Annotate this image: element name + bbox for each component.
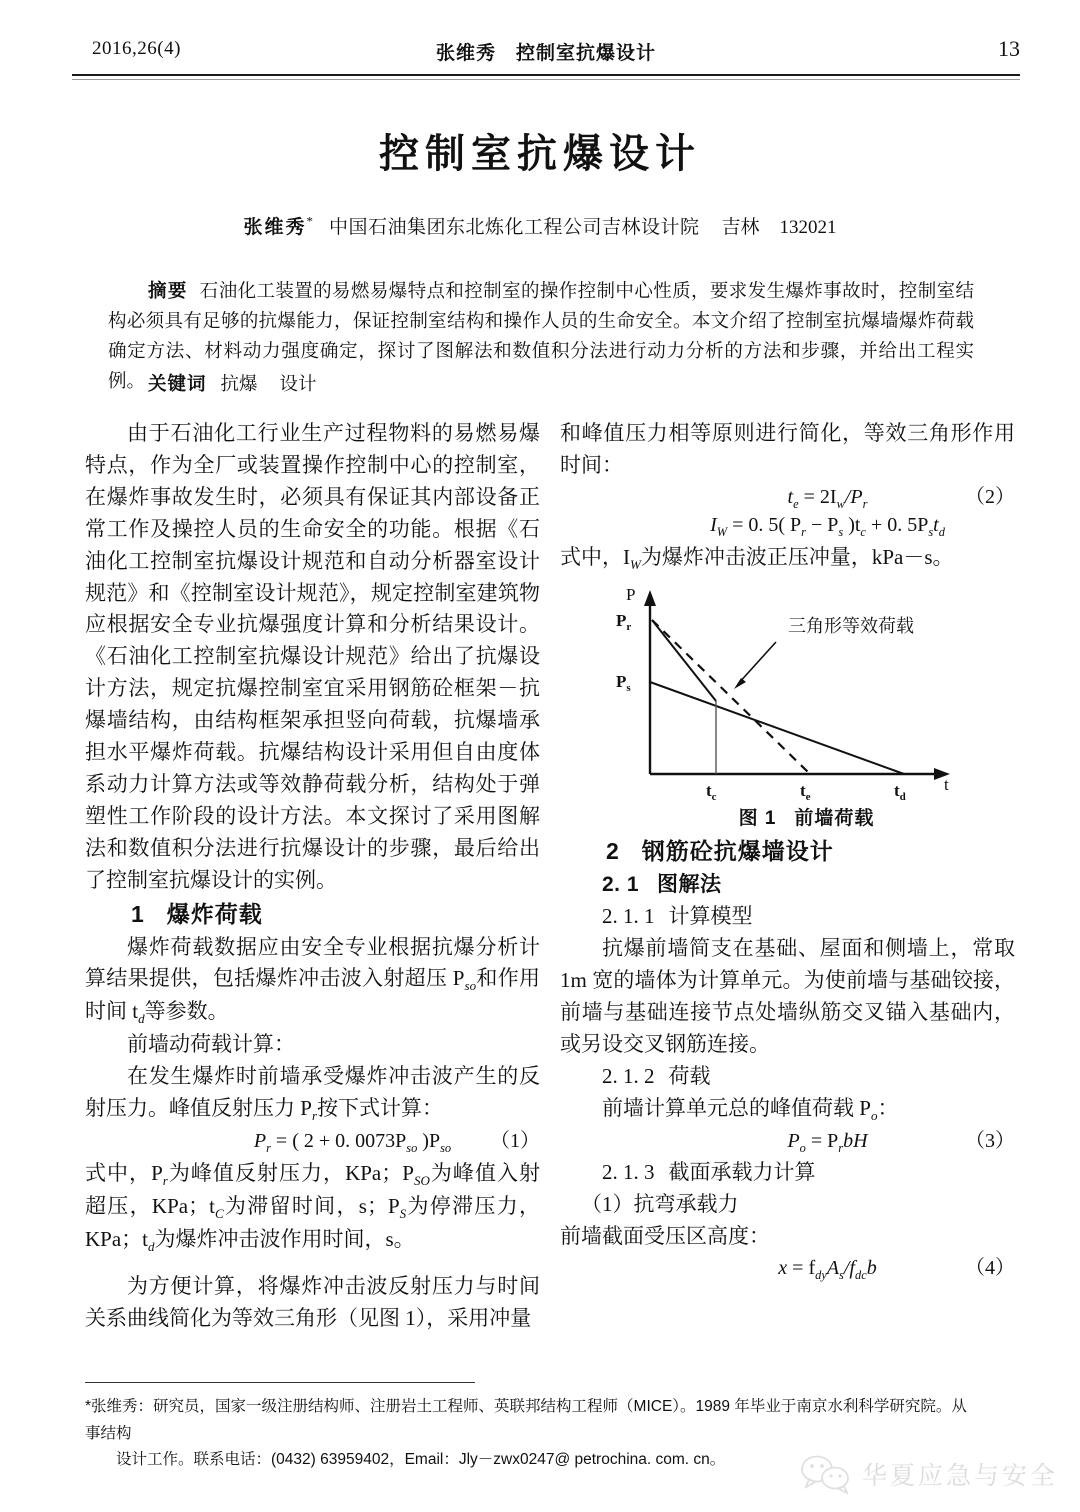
heading-number-212: 2. 1. 2 — [602, 1063, 655, 1088]
eq2b-s1: r — [801, 524, 806, 539]
left-p5-s5: C — [214, 1206, 224, 1222]
heading-section-capacity — [560, 1157, 1015, 1189]
left-p5-t2: 为峰值反射压力，KPa；P — [167, 1161, 414, 1186]
keyword-item-2: 设计 — [279, 373, 317, 394]
eq2b-mid4: t — [933, 513, 939, 536]
heading-number: 1 — [131, 900, 145, 927]
left-p5-t8: 为停滞压力，KPa；t — [85, 1193, 541, 1251]
left-p5-s3: SO — [413, 1173, 430, 1189]
right-paragraph-5: （1）抗弯承载力 — [581, 1192, 739, 1217]
figure-caption-number: 图 1 — [738, 808, 777, 830]
left-p4-b: 按下式计算： — [317, 1096, 444, 1121]
equation-2-tag: （2） — [965, 485, 1015, 508]
left-paragraph-6: 为方便计算，将爆炸冲击波反射压力与时间关系曲线简化为等效三角形（见图 1），采用冲量 — [85, 1273, 540, 1330]
stagnation-pressure-line — [650, 682, 904, 774]
eq2b-mid2: )t — [843, 513, 861, 536]
right-paragraph-1: 和峰值压力相等原则进行简化，等效三角形作用时间： — [560, 421, 1015, 477]
left-paragraph-3: 前墙动荷载计算： — [127, 1032, 295, 1057]
heading-number-213: 2. 1. 3 — [602, 1160, 655, 1185]
eq4-s1: dy — [815, 1268, 827, 1283]
running-head — [72, 38, 1020, 72]
eq2b-s3: c — [860, 524, 866, 539]
figure-annotation: 三角形等效荷载 — [787, 616, 914, 637]
eq4-s3: dc — [855, 1268, 867, 1283]
y-axis-arrow — [644, 590, 656, 606]
eq2-lhs-sub: e — [793, 496, 799, 511]
heading-text-211: 计算模型 — [668, 904, 753, 929]
header-rule — [72, 74, 1020, 76]
eq4-s2: s — [839, 1268, 844, 1283]
right-p4-s1: o — [870, 1107, 878, 1123]
heading-blast-wall-design — [560, 834, 1015, 869]
heading-load — [560, 1061, 1015, 1093]
annotation-leader — [738, 642, 776, 684]
left-paragraph-2 — [85, 932, 540, 1030]
left-p4-sub: r — [311, 1108, 318, 1124]
right-paragraph-3: 抗爆前墙简支在基础、屋面和侧墙上，常取 1m 宽的墙体为计算单元。为使前墙与基础铰接，前墙与基础连接节点处墙纵筋交叉锚入基础内，或另设交叉钢筋连接。 — [560, 936, 1015, 1056]
figure-1 — [560, 584, 1015, 804]
left-p5-t0: 式中，P — [85, 1161, 163, 1186]
heading-text: 爆炸荷载 — [166, 900, 263, 927]
eq2b-rhs: = 0. 5( P — [732, 513, 802, 536]
left-p5-t4: 为峰值入射超压，KPa；t — [85, 1161, 540, 1218]
keyword-item-1: 抗爆 — [220, 373, 258, 394]
equation-4-body — [738, 1253, 876, 1285]
heading-number-21: 2. 1 — [602, 873, 640, 897]
heading-text-212: 荷载 — [668, 1063, 711, 1088]
equivalent-triangle-line — [652, 620, 810, 774]
eq2b-s4: s — [928, 524, 934, 539]
heading-graphical-method — [560, 869, 1015, 901]
eq1-lhs: P — [253, 1130, 267, 1153]
left-p2-sub2: d — [138, 1011, 145, 1027]
eq2b-s5: d — [938, 524, 945, 539]
keywords-block — [108, 370, 974, 396]
heading-number-211: 2. 1. 1 — [602, 904, 655, 929]
keywords-label: 关键词 — [148, 373, 207, 394]
footnote-text-1: 张维秀：研究员，国家一级注册结构师、注册岩土工程师、英联邦结构工程师（MICE）。1989 年毕业于南京水利科学研究院。从事结构 — [85, 1398, 967, 1442]
eq2b-s2: s — [838, 524, 844, 539]
label-ps: $P_s$ — [615, 672, 631, 695]
watermark-text: 华夏应急与安全 — [861, 1462, 1058, 1490]
eq2b-mid1: − P — [805, 513, 839, 536]
eq2-lhs: t — [787, 485, 794, 508]
reflected-pressure-segment — [652, 620, 716, 701]
issue-number: 2016,26(4) — [92, 38, 181, 59]
eq4-rhs: = f — [792, 1257, 816, 1280]
right-p2-t2: 为爆炸冲击波正压冲量，kPa－s。 — [640, 544, 954, 569]
running-title: 张维秀 控制室抗爆设计 — [435, 43, 656, 64]
eq4-mid1: A — [826, 1257, 840, 1280]
annotation-arrowhead — [734, 678, 746, 689]
equation-2b — [560, 510, 1015, 542]
footnote-line-2: 设计工作。联系电话：(0432) 63959402，Email：Jly－zwx0247@ petrochina. com. cn。 — [116, 1451, 726, 1469]
right-p2-t0: 式中，I — [560, 544, 630, 569]
eq2-rhs-sub2: r — [862, 496, 868, 511]
eq1-lhs-sub: r — [266, 1141, 271, 1156]
page-number: 13 — [998, 36, 1020, 61]
axis-label-t: t — [943, 775, 949, 795]
left-paragraph-4 — [85, 1061, 540, 1126]
equation-1 — [85, 1126, 540, 1158]
watermark — [798, 1454, 1058, 1494]
left-paragraph-1: 由于石油化工行业生产过程物料的易燃易爆特点，作为全厂或装置操作控制中心的控制室，在爆炸事故发生时，必须具有保证其内部设备正常工作及操控人员的生命安全的功能。根据《石油化工控制室抗爆设计规范和自动分析器室设计规范》和《控制室设计规范》，规定控制室建筑物应根据安全专业抗爆强度计算和分析结果设计。《石油化工控制室抗爆设计规范》给出了抗爆设计方法，规定抗爆控制室宜采用钢筋砼框架－抗爆墙结构，由结构框架承担竖向荷载，抗爆墙承担水平爆炸荷载。抗爆结构设计采用但自由度体系动力计算方法或等效静荷载分析，结构处于弹塑性工作阶段的设计方法。本文探讨了采用图解法和数值积分法进行抗爆设计的步骤，最后给出了控制室抗爆设计的实例。 — [85, 421, 540, 892]
eq2b-mid3: + 0. 5P — [865, 513, 929, 536]
eq3-rhs: = P — [810, 1129, 839, 1152]
footnote-mark: * — [85, 1398, 92, 1415]
author-footnote-mark: * — [306, 213, 313, 229]
figure-1-caption — [560, 805, 1015, 834]
abstract-label: 摘要 — [148, 280, 188, 301]
wechat-icon — [798, 1454, 852, 1494]
heading-text-213: 截面承载力计算 — [668, 1160, 816, 1185]
author-line — [0, 212, 1080, 239]
left-p5-t10: 为爆炸冲击波作用时间，s。 — [154, 1226, 415, 1251]
left-p2-b: 和作用时间 t — [85, 966, 541, 1024]
right-paragraph-2 — [560, 542, 1015, 575]
affiliation-postcode: 132021 — [779, 217, 837, 238]
eq4-mid2: /f — [843, 1257, 855, 1280]
heading-number-2: 2 — [606, 838, 620, 865]
axis-label-p: P — [625, 585, 635, 605]
left-paragraph-5 — [85, 1158, 540, 1257]
affiliation-city: 吉林 — [721, 217, 760, 238]
eq3-rhs-tail: bH — [843, 1129, 868, 1152]
eq4-lhs: x — [778, 1257, 788, 1280]
left-p2-c: 等参数。 — [144, 999, 229, 1024]
equation-3-body — [747, 1126, 867, 1158]
eq1-rhs-mid: )P — [417, 1130, 441, 1153]
eq2-rhs-tail: /P — [844, 485, 863, 508]
equation-2b-body — [670, 510, 945, 542]
right-p4-t2: ： — [877, 1095, 899, 1120]
eq4-mid3: b — [866, 1257, 877, 1280]
eq2-rhs: = 2I — [803, 485, 837, 508]
right-p4-t0: 前墙计算单元总的峰值荷载 P — [602, 1095, 871, 1120]
heading-explosion-load — [85, 897, 540, 932]
left-p2-sub1: so — [464, 978, 477, 994]
label-pr: $P_r$ — [615, 611, 631, 634]
abstract-text: 石油化工装置的易燃易爆特点和控制室的操作控制中心性质，要求发生爆炸事故时，控制室结构必须具有足够的抗爆能力，保证控制室结构和操作人员的生命安全。本文介绍了控制室抗爆墙爆炸荷载确定方法、材料动力强度确定，探讨了图解法和数值积分法进行动力分析的方法和步骤，并给出工程实例。 — [108, 280, 974, 391]
eq1-rhs: = ( 2 + 0. 0073P — [275, 1130, 407, 1153]
equation-3-tag: （3） — [965, 1129, 1015, 1152]
label-td: $t_d$ — [893, 781, 906, 804]
left-p5-s7: S — [399, 1206, 407, 1222]
eq3-lhs-sub: o — [799, 1140, 806, 1155]
footnote-line-1 — [85, 1394, 975, 1447]
right-p2-s1: W — [630, 556, 641, 572]
eq2b-lhs: I — [710, 513, 717, 536]
label-tc: $t_c$ — [705, 781, 717, 804]
eq2b-lhs-sub: W — [716, 524, 728, 539]
left-p5-s9: d — [148, 1239, 155, 1255]
eq3-rhs-sub: r — [838, 1140, 844, 1155]
right-paragraph-4 — [560, 1093, 1015, 1126]
article-title: 控制室抗爆设计 — [379, 132, 701, 176]
left-p5-t6: 为滞留时间，s；P — [223, 1193, 400, 1218]
equation-1-body — [214, 1126, 451, 1158]
heading-text-21: 图解法 — [657, 873, 722, 897]
left-p4-a: 在发生爆炸时前墙承受爆炸冲击波产生的反射压力。峰值反射压力 P — [85, 1064, 540, 1121]
heading-calculation-model — [560, 901, 1015, 933]
heading-text-2: 钢筋砼抗爆墙设计 — [641, 838, 834, 865]
figure-caption-text: 前墙荷载 — [794, 808, 875, 830]
left-p2-a: 爆炸荷载数据应由安全专业根据抗爆分析计算结果提供，包括爆炸冲击波入射超压 P — [85, 934, 540, 991]
eq2-rhs-sub: w — [836, 496, 845, 511]
equation-3 — [560, 1126, 1015, 1158]
figure-1-graphic — [588, 584, 988, 804]
affiliation: 中国石油集团东北炼化工程公司吉林设计院 — [328, 217, 700, 238]
eq1-rhs-sub2: so — [440, 1141, 452, 1156]
equation-4 — [560, 1253, 1015, 1285]
equation-4-tag: （4） — [965, 1257, 1015, 1280]
eq3-lhs: P — [787, 1129, 800, 1152]
eq1-rhs-sub1: so — [406, 1141, 418, 1156]
left-p5-s1: r — [162, 1173, 168, 1189]
right-paragraph-6: 前墙截面受压区高度： — [560, 1224, 770, 1249]
footnote-rule — [85, 1382, 475, 1383]
right-column — [560, 418, 1015, 1285]
author-name: 张维秀 — [243, 217, 307, 238]
label-te: $t_e$ — [799, 781, 811, 804]
left-column — [85, 418, 540, 1335]
equation-1-tag: （1） — [490, 1130, 540, 1153]
